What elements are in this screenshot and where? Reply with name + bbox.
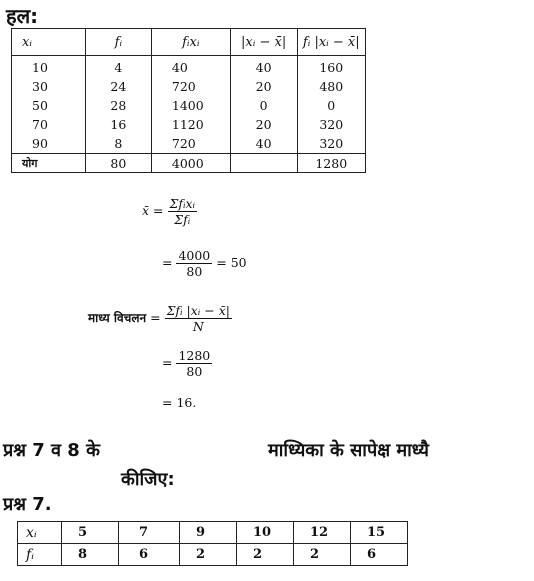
cell: 8 (85, 134, 151, 154)
mean-formula: x̄ = $\frac{\text{Σfᵢxᵢ}}{\text{Σfᵢ}}$ (142, 196, 196, 227)
cell: 40 (151, 56, 230, 78)
fraction-numerator: Σfᵢ |xᵢ − x̄| (166, 303, 230, 318)
mean-deviation-formula: माध्य विचलन = $\frac{\text{Σfᵢ |xᵢ − x̄|}}{N}$ (88, 303, 230, 334)
cell: 24 (85, 77, 151, 96)
fraction-numerator: 4000 (178, 248, 211, 263)
f-label: fᵢ (18, 544, 62, 566)
cell: 40 (230, 134, 297, 154)
solution-label: हल: (6, 4, 39, 28)
mean-calc-fraction (176, 248, 212, 279)
cell: 7 (119, 522, 180, 544)
cell: 70 (12, 115, 86, 134)
cell: 50 (12, 96, 86, 115)
table-header-row (12, 29, 366, 56)
md-fraction (165, 303, 232, 334)
cell: 320 (297, 115, 365, 134)
table-row (12, 56, 366, 78)
cell: 4 (85, 56, 151, 78)
cell: 320 (297, 134, 365, 154)
mean-deviation-label: माध्य विचलन (88, 311, 147, 325)
question-instruction: कीजिए: (121, 469, 175, 490)
cell: 90 (12, 134, 86, 154)
cell: 2 (237, 544, 294, 566)
cell: 20 (230, 115, 297, 134)
cell: 2 (294, 544, 351, 566)
fraction-numerator: Σfᵢxᵢ (169, 196, 196, 211)
fraction-denominator: N (192, 319, 204, 334)
question-7-table (17, 521, 408, 566)
md-result: = 16. (162, 395, 197, 410)
table-row (12, 96, 366, 115)
cell: 10 (12, 56, 86, 78)
mean-calculation: = $\frac{4000}{80}$ = 50 (162, 248, 247, 279)
cell: 80 (85, 154, 151, 173)
cell: 160 (297, 56, 365, 78)
cell: 0 (230, 96, 297, 115)
mean-fraction (168, 196, 198, 227)
cell: 16 (85, 115, 151, 134)
frequency-table (11, 28, 366, 173)
mean-result: = 50 (216, 255, 247, 270)
cell: 8 (62, 544, 119, 566)
question-heading-cont: माध्यिका के सापेक्ष माध्यै (268, 440, 429, 461)
question-7-label: प्रश्न 7. (3, 494, 52, 515)
total-row (12, 154, 366, 173)
md-calculation: = $\frac{1280}{80}$ (162, 348, 211, 379)
total-label: योग (12, 154, 86, 173)
cell: 720 (151, 77, 230, 96)
cell: 28 (85, 96, 151, 115)
cell: 2 (180, 544, 237, 566)
header-fixi: fᵢxᵢ (151, 29, 230, 56)
cell: 10 (237, 522, 294, 544)
cell: 6 (351, 544, 408, 566)
cell: 40 (230, 56, 297, 78)
table-row (12, 134, 366, 154)
cell: 20 (230, 77, 297, 96)
cell: 15 (351, 522, 408, 544)
x-label: xᵢ (18, 522, 62, 544)
f-row (18, 544, 408, 566)
header-abs-dev: |xᵢ − x̄| (230, 29, 297, 56)
question-heading: प्रश्न 7 व 8 के (3, 440, 100, 461)
cell: 12 (294, 522, 351, 544)
fraction-denominator: 80 (186, 264, 203, 279)
header-xi: xᵢ (12, 29, 86, 56)
cell: 1120 (151, 115, 230, 134)
header-fi-abs-dev: fᵢ |xᵢ − x̄| (297, 29, 365, 56)
md-calc-fraction (176, 348, 212, 379)
table-row (12, 115, 366, 134)
cell: 30 (12, 77, 86, 96)
cell: 5 (62, 522, 119, 544)
cell: 1280 (297, 154, 365, 173)
cell: 9 (180, 522, 237, 544)
cell: 720 (151, 134, 230, 154)
fraction-denominator: Σfᵢ (174, 212, 191, 227)
fraction-numerator: 1280 (178, 348, 211, 363)
table-row (12, 77, 366, 96)
cell: 0 (297, 96, 365, 115)
cell: 4000 (151, 154, 230, 173)
cell: 1400 (151, 96, 230, 115)
cell: 480 (297, 77, 365, 96)
cell (230, 154, 297, 173)
x-row (18, 522, 408, 544)
mean-symbol: x̄ (142, 203, 150, 218)
header-fi: fᵢ (85, 29, 151, 56)
fraction-denominator: 80 (186, 364, 203, 379)
cell: 6 (119, 544, 180, 566)
